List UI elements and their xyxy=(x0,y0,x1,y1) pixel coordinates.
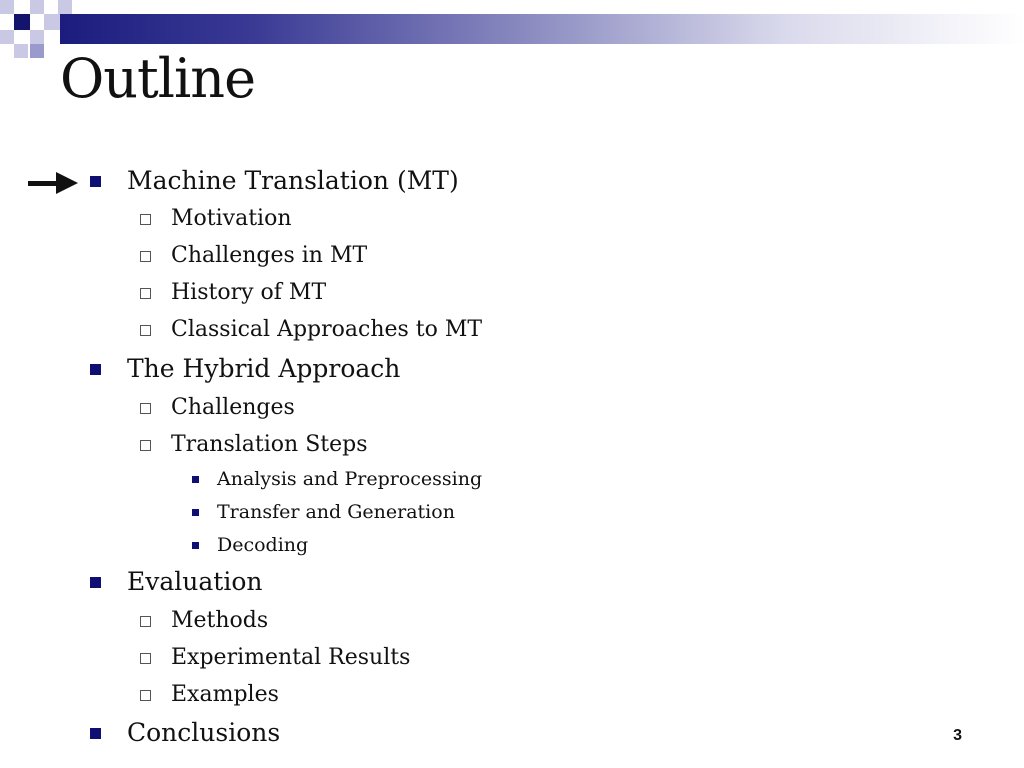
page-number: 3 xyxy=(953,727,962,744)
outline-subitem-label: Classical Approaches to MT xyxy=(171,317,483,342)
outline-subitem-label: Experimental Results xyxy=(171,645,411,670)
outline-subitem-label: Examples xyxy=(171,682,279,707)
outline-subitem-label: Challenges xyxy=(171,395,295,420)
outline-subitem-translation-steps xyxy=(140,430,368,460)
outline-subsubitem-analysis xyxy=(192,466,482,492)
outline-item-machine-translation xyxy=(90,164,459,198)
slide-title: Outline xyxy=(60,47,256,110)
outline-subsubitem-label: Decoding xyxy=(217,534,309,556)
outline-subitem-label: Translation Steps xyxy=(171,432,368,457)
outline-item-label: Evaluation xyxy=(127,567,263,596)
outline-item-conclusions xyxy=(90,716,280,750)
square-bullet-icon xyxy=(90,176,101,187)
outline-subitem-challenges-in-mt xyxy=(140,241,367,271)
outline-subitem-examples xyxy=(140,680,279,710)
hollow-square-bullet-icon xyxy=(140,616,151,627)
hollow-square-bullet-icon xyxy=(140,403,151,414)
small-square-bullet-icon xyxy=(192,476,199,483)
hollow-square-bullet-icon xyxy=(140,440,151,451)
outline-item-label: Conclusions xyxy=(127,718,281,747)
outline-subitem-classical-approaches xyxy=(140,315,482,345)
hollow-square-bullet-icon xyxy=(140,325,151,336)
outline-subitem-label: Methods xyxy=(171,608,269,633)
hollow-square-bullet-icon xyxy=(140,690,151,701)
hollow-square-bullet-icon xyxy=(140,251,151,262)
outline-subsubitem-label: Analysis and Preprocessing xyxy=(217,468,483,490)
square-bullet-icon xyxy=(90,728,101,739)
outline-subsubitem-label: Transfer and Generation xyxy=(217,501,455,523)
outline-subsubitem-transfer xyxy=(192,499,455,525)
outline-subitem-history-of-mt xyxy=(140,278,326,308)
square-bullet-icon xyxy=(90,364,101,375)
hollow-square-bullet-icon xyxy=(140,214,151,225)
outline-subitem-experimental-results xyxy=(140,643,410,673)
outline-item-evaluation xyxy=(90,565,262,599)
outline-subitem-label: Motivation xyxy=(171,206,292,231)
outline-subsubitem-decoding xyxy=(192,532,308,558)
outline-subitem-challenges xyxy=(140,393,295,423)
small-square-bullet-icon xyxy=(192,509,199,516)
outline-subitem-label: History of MT xyxy=(171,280,327,305)
outline-subitem-label: Challenges in MT xyxy=(171,243,368,268)
hollow-square-bullet-icon xyxy=(140,653,151,664)
outline-item-hybrid-approach xyxy=(90,352,400,386)
small-square-bullet-icon xyxy=(192,542,199,549)
outline-item-label: Machine Translation (MT) xyxy=(127,166,459,195)
outline-item-label: The Hybrid Approach xyxy=(127,354,401,383)
square-bullet-icon xyxy=(90,577,101,588)
outline-subitem-methods xyxy=(140,606,268,636)
hollow-square-bullet-icon xyxy=(140,288,151,299)
outline-subitem-motivation xyxy=(140,204,291,234)
